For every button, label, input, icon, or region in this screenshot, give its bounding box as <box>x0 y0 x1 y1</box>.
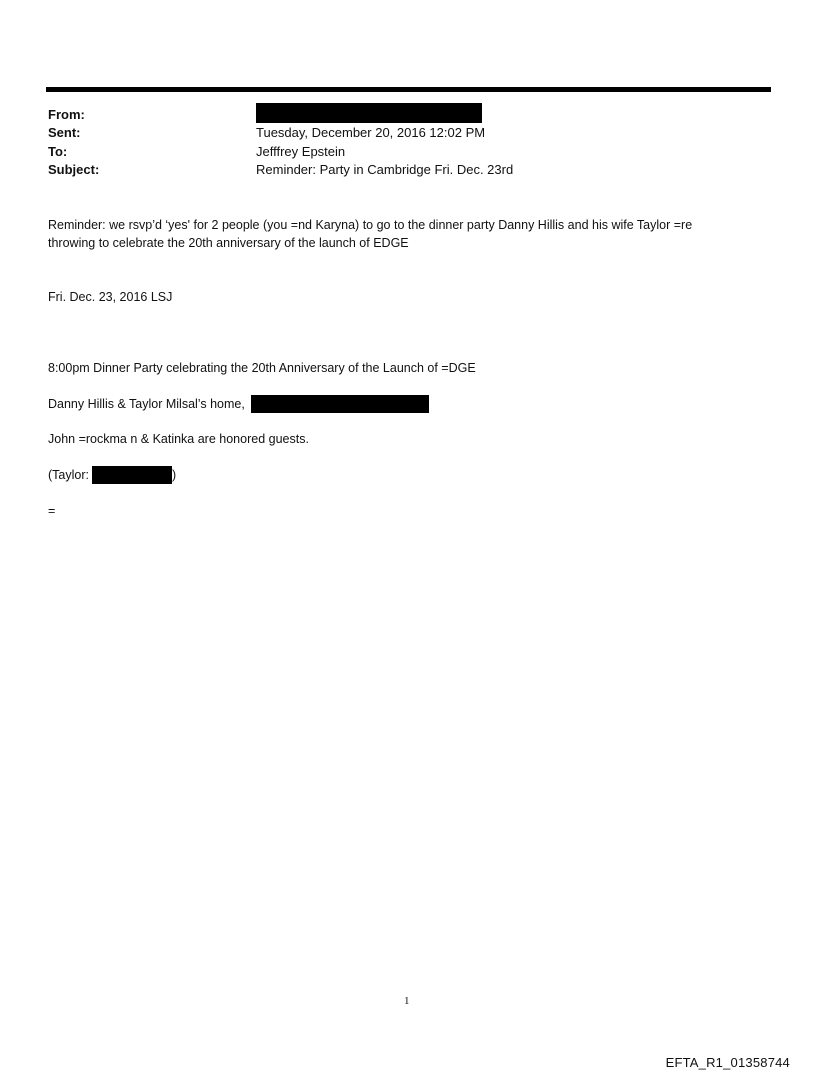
from-value-redacted <box>256 106 482 124</box>
taylor-suffix: ) <box>171 468 177 482</box>
taylor-contact-line <box>48 466 176 484</box>
taylor-prefix: (Taylor: <box>48 468 89 482</box>
sent-label: Sent: <box>48 125 81 140</box>
to-label: To: <box>48 144 68 159</box>
body-paragraph-line-2: throwing to celebrate the 20th anniversary of the launch of EDGE <box>48 236 409 250</box>
subject-value: Reminder: Party in Cambridge Fri. Dec. 23rd <box>256 162 514 177</box>
from-label: From: <box>48 107 85 122</box>
document-id: EFTA_R1_01358744 <box>665 1055 790 1070</box>
location-prefix: Danny Hillis & Taylor Milsal’s home, <box>48 397 245 411</box>
page-number: 1 <box>404 995 410 1007</box>
redaction-box <box>256 103 482 123</box>
event-description-line: 8:00pm Dinner Party celebrating the 20th Anniversary of the Launch of =DGE <box>48 361 476 375</box>
sent-value: Tuesday, December 20, 2016 12:02 PM <box>256 125 486 140</box>
event-date-line: Fri. Dec. 23, 2016 LSJ <box>48 290 173 304</box>
body-paragraph-line-1: Reminder: we rsvp’d ‘yes' for 2 people (you =nd Karyna) to go to the dinner party Danny Hillis and his wife Taylor =re <box>48 218 693 232</box>
contact-redaction <box>92 466 172 484</box>
guests-line: John =rockma n & Katinka are honored guests. <box>48 432 309 446</box>
trailing-char: = <box>48 504 56 518</box>
subject-label: Subject: <box>48 162 100 177</box>
event-location-line <box>48 395 429 413</box>
to-value: Jefffrey Epstein <box>256 144 346 159</box>
header-rule <box>46 87 771 92</box>
address-redaction <box>251 395 429 413</box>
